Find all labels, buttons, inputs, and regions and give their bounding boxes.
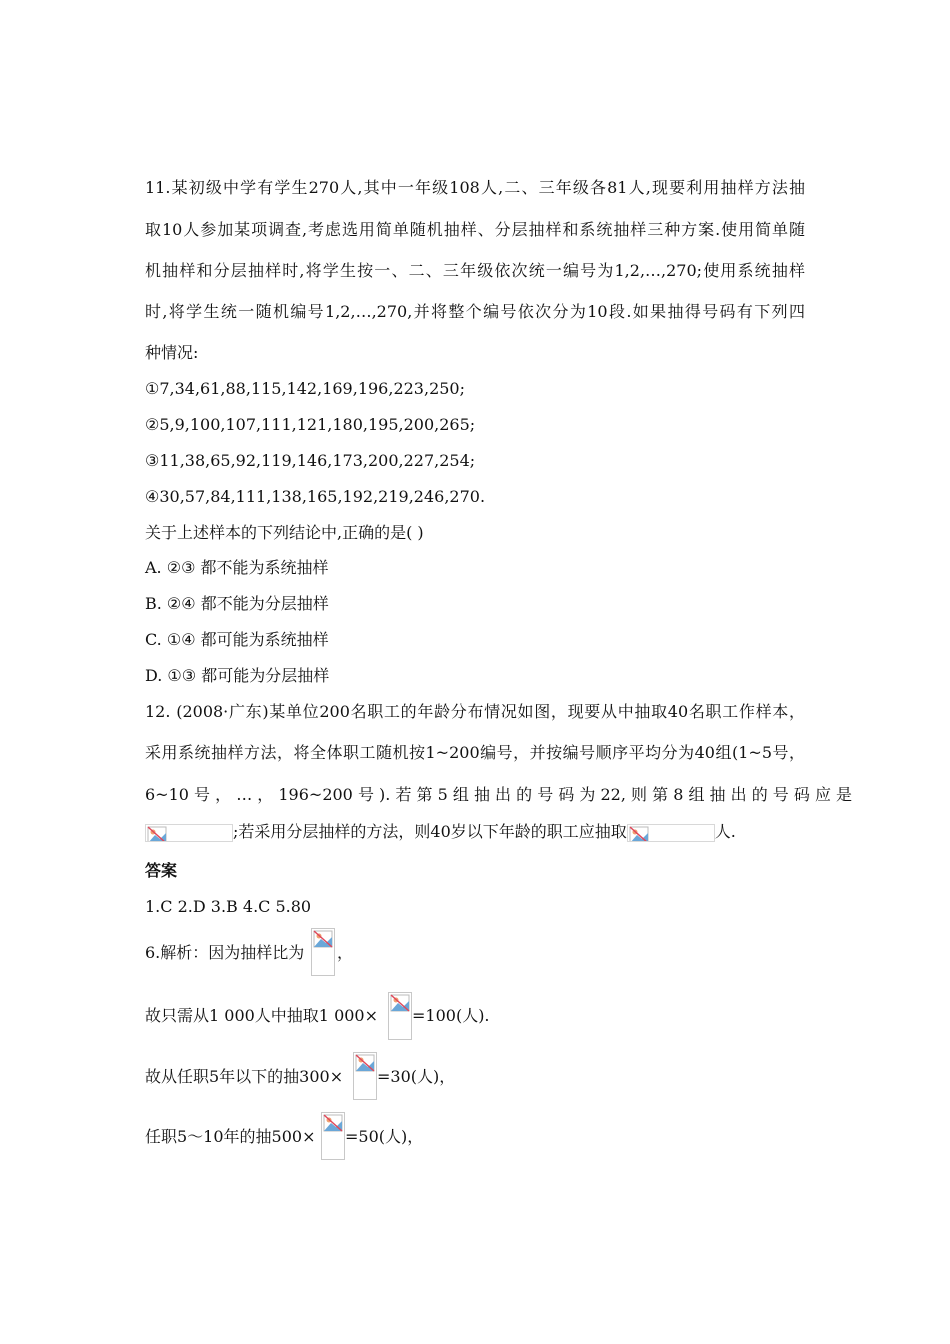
fraction-image-1 — [311, 928, 335, 976]
q12-line-2: 采用系统抽样方法，将全体职工随机按1~200编号，并按编号顺序平均分为40组(1~5号， — [145, 743, 805, 762]
fraction-image-3 — [353, 1052, 377, 1100]
answer-6-line-3-start: 故从任职5年以下的抽300× — [145, 1067, 344, 1086]
q12-line-1: 12. (2008·广东)某单位200名职工的年龄分布情况如图，现要从中抽取40名职工作样本， — [145, 702, 805, 721]
broken-image-icon — [355, 1054, 375, 1072]
broken-image-icon — [629, 826, 649, 842]
answer-blank-image-1 — [145, 824, 233, 842]
q11-line-4: 时,将学生统一随机编号1,2,…,270,并将整个编号依次分为10段.如果抽得号码有下列四 — [145, 302, 805, 321]
fraction-image-4 — [321, 1112, 345, 1160]
q11-option-b: B. ②④ 都不能为分层抽样 — [145, 594, 329, 613]
q11-line-3: 机抽样和分层抽样时,将学生按一、二、三年级依次统一编号为1,2,…,270;使用系统抽样 — [145, 261, 805, 280]
q11-option-c: C. ①④ 都可能为系统抽样 — [145, 630, 329, 649]
q11-case-3: ③11,38,65,92,119,146,173,200,227,254; — [145, 451, 476, 470]
answer-6-comma: ， — [337, 943, 354, 962]
q12-line-4-middle: ;若采用分层抽样的方法，则40岁以下年龄的职工应抽取 — [233, 822, 627, 841]
answer-6-line-4-start: 任职5～10年的抽500× — [145, 1127, 316, 1146]
q12-line-3: 6~10 号 ， … ， 196~200 号 ). 若 第 5 组 抽 出 的 号 码 为 22, 则 第 8 组 抽 出 的 号 码 应 是 — [145, 785, 853, 804]
q11-question: 关于上述样本的下列结论中,正确的是( ) — [145, 523, 424, 542]
q12-line-4-end: 人. — [714, 822, 736, 841]
answer-blank-image-2 — [627, 824, 715, 842]
q11-case-4: ④30,57,84,111,138,165,192,219,246,270. — [145, 487, 486, 506]
broken-image-icon — [323, 1114, 343, 1132]
answer-6-line-2-start: 故只需从1 000人中抽取1 000× — [145, 1006, 379, 1025]
answer-6-line-2-end: =100(人). — [412, 1006, 490, 1025]
broken-image-icon — [390, 994, 410, 1012]
q11-case-2: ②5,9,100,107,111,121,180,195,200,265; — [145, 415, 476, 434]
answer-6-line-4-end: =50(人)， — [345, 1127, 424, 1146]
fraction-image-2 — [388, 992, 412, 1040]
answers-heading: 答案 — [145, 861, 178, 880]
q11-line-5: 种情况: — [145, 343, 199, 362]
q11-case-1: ①7,34,61,88,115,142,169,196,223,250; — [145, 379, 465, 398]
q11-line-2: 取10人参加某项调查,考虑选用简单随机抽样、分层抽样和系统抽样三种方案.使用简单随 — [145, 220, 805, 239]
answer-6-text: 6.解析：因为抽样比为 — [145, 943, 305, 962]
q11-line-1: 11.某初级中学有学生270人,其中一年级108人,二、三年级各81人,现要利用抽样方法抽 — [145, 178, 805, 197]
answer-6-line-3-end: =30(人)， — [377, 1067, 456, 1086]
broken-image-icon — [147, 826, 167, 842]
q12-line-4 — [145, 822, 736, 842]
q11-option-a: A. ②③ 都不能为系统抽样 — [145, 558, 329, 577]
broken-image-icon — [313, 930, 333, 948]
q11-option-d: D. ①③ 都可能为分层抽样 — [145, 666, 330, 685]
answers-line-1: 1.C 2.D 3.B 4.C 5.80 — [145, 897, 312, 916]
